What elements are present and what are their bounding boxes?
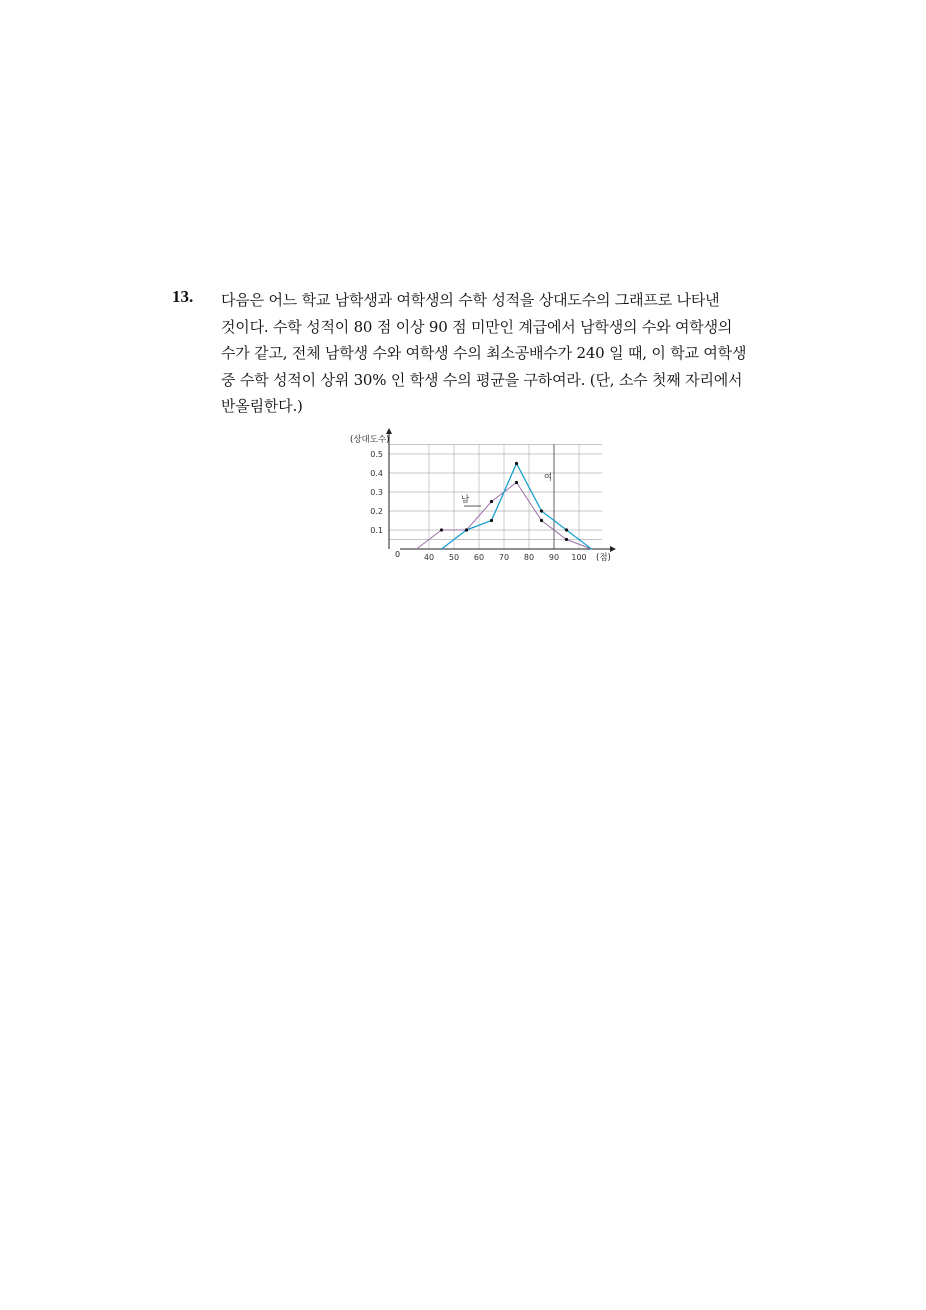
y-tick-label: 0.1	[370, 526, 383, 535]
series-label-boys: 남	[461, 495, 470, 505]
data-point	[515, 462, 518, 465]
x-tick-label: 60	[473, 553, 485, 562]
x-tick-label: 90	[548, 553, 560, 562]
data-point	[465, 528, 468, 531]
chart-axes	[386, 428, 616, 552]
origin-label: 0	[395, 550, 401, 559]
stem-line: 다음은 어느 학교 남학생과 여학생의 수학 성적을 상대도수의 그래프로 나타낸	[221, 291, 720, 309]
stem-line: 수가 같고, 전체 남학생 수와 여학생 수의 최소공배수가 240 일 때, 이 학교 여학생	[221, 344, 747, 362]
x-tick-label: 100	[571, 553, 587, 562]
stem-line: 반올림한다.)	[221, 397, 303, 415]
data-point	[540, 519, 543, 522]
y-tick-label: 0.4	[370, 469, 383, 478]
data-point	[565, 528, 568, 531]
y-tick-label: 0.2	[370, 507, 383, 516]
relative-frequency-chart	[348, 428, 618, 568]
data-point	[565, 538, 568, 541]
data-point	[540, 509, 543, 512]
data-point	[490, 500, 493, 503]
problem-number: 13.	[172, 287, 194, 306]
data-point	[490, 519, 493, 522]
data-point	[440, 528, 443, 531]
x-tick-label: 40	[423, 553, 435, 562]
y-axis-arrow	[386, 428, 392, 434]
stem-line: 것이다. 수학 성적이 80 점 이상 90 점 미만인 계급에서 남학생의 수와 여학생의	[221, 317, 733, 336]
data-point	[515, 481, 518, 484]
x-axis-label: (점)	[596, 553, 611, 563]
y-tick-label: 0.3	[370, 488, 383, 497]
y-tick-label: 0.5	[370, 450, 383, 459]
y-axis-label: (상대도수)	[350, 435, 390, 445]
series-label-girls: 여	[544, 473, 553, 483]
stem-line: 중 수학 성적이 상위 30% 인 학생 수의 평균을 구하여라. (단, 소수 첫째 자리에서	[221, 370, 743, 389]
x-tick-label: 50	[448, 553, 460, 562]
problem-stem	[221, 287, 761, 420]
x-tick-label: 70	[498, 553, 510, 562]
x-tick-label: 80	[523, 553, 535, 562]
x-axis-arrow	[610, 546, 616, 552]
